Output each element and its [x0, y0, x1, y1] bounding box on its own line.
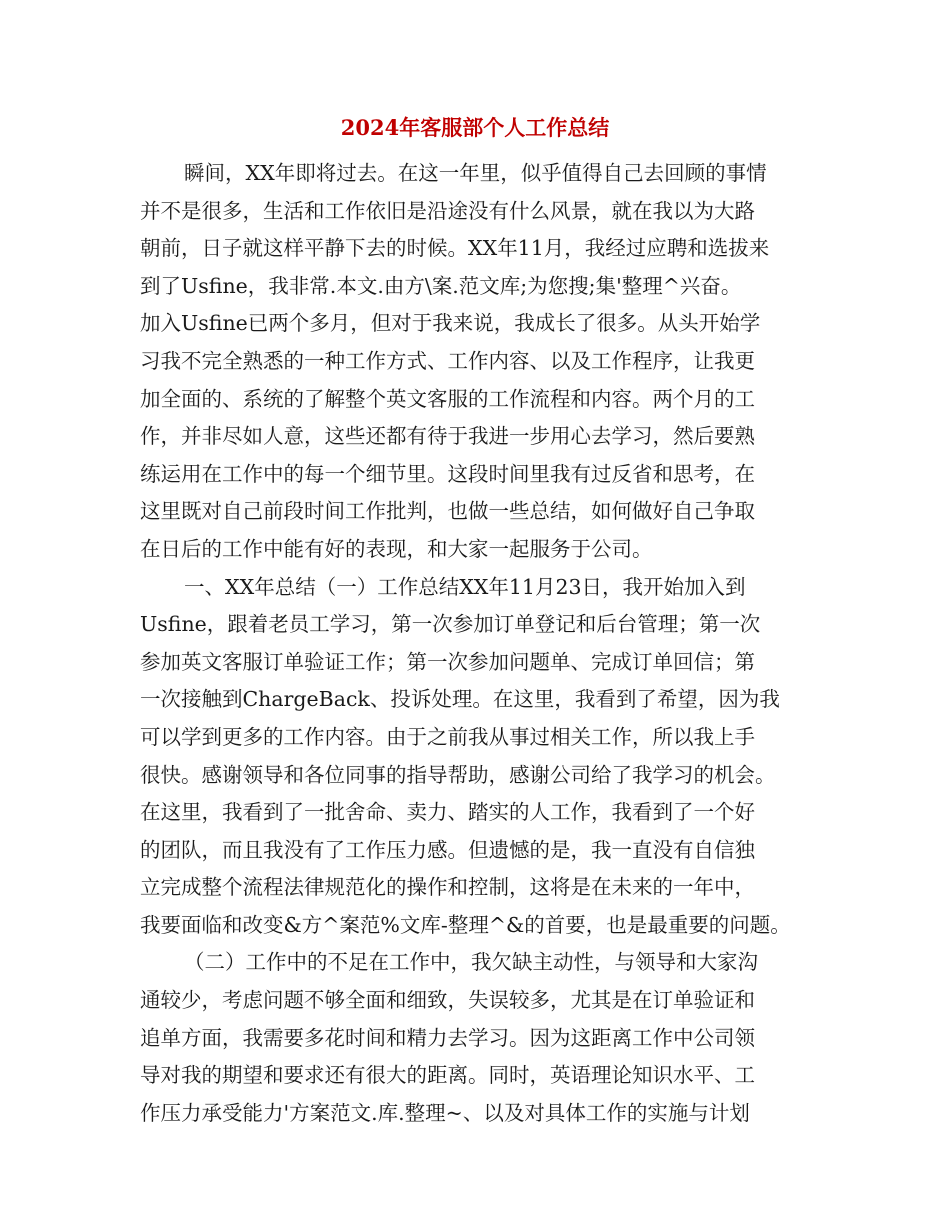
body-line: 很快。感谢领导和各位同事的指导帮助，感谢公司给了我学习的机会。: [140, 762, 776, 787]
body-line: 在这里，我看到了一批舍命、卖力、踏实的人工作，我看到了一个好: [140, 800, 755, 825]
body-line: 练运用在工作中的每一个细节里。这段时间里我有过反省和思考，在: [140, 461, 755, 486]
body-line: 作，并非尽如人意，这些还都有待于我进一步用心去学习，然后要熟: [140, 424, 755, 449]
body-line: 在日后的工作中能有好的表现，和大家一起服务于公司。: [140, 536, 653, 561]
body-line: 一次接触到ChargeBack、投诉处理。在这里，我看到了希望，因为我: [140, 687, 780, 712]
body-line: 作压力承受能力'方案范文.库.整理~、以及对具体工作的实施与计划: [140, 1100, 750, 1125]
body-line: 可以学到更多的工作内容。由于之前我从事过相关工作，所以我上手: [140, 724, 755, 749]
body-line: 的团队，而且我没有了工作压力感。但遗憾的是，我一直没有自信独: [140, 837, 755, 862]
body-line: 这里既对自己前段时间工作批判，也做一些总结，如何做好自己争取: [140, 499, 755, 524]
body-line: 我要面临和改变&方^案范%文库-整理^&的首要，也是最重要的问题。: [140, 912, 791, 937]
body-line: Usfine，跟着老员工学习，第一次参加订单登记和后台管理；第一次: [140, 612, 761, 637]
body-line: 导对我的期望和要求还有很大的距离。同时，英语理论知识水平、工: [140, 1063, 755, 1088]
body-line: 朝前，日子就这样平静下去的时候。XX年11月，我经过应聘和选拔来: [140, 236, 770, 261]
body-line: 加入Usfine已两个多月，但对于我来说，我成长了很多。从头开始学: [140, 311, 761, 336]
body-line: 立完成整个流程法律规范化的操作和控制，这将是在未来的一年中，: [140, 875, 755, 900]
document-body: [140, 155, 816, 1132]
body-line: 习我不完全熟悉的一种工作方式、工作内容、以及工作程序，让我更: [140, 348, 755, 373]
body-line: 到了Usfine，我非常.本文.由方\案.范文库;为您搜;集'整理^兴奋。: [140, 273, 742, 298]
body-line: 通较少，考虑问题不够全面和细致，失误较多，尤其是在订单验证和: [140, 988, 755, 1013]
body-line: 参加英文客服订单验证工作；第一次参加问题单、完成订单回信；第: [140, 649, 755, 674]
body-line: 并不是很多，生活和工作依旧是沿途没有什么风景，就在我以为大路: [140, 198, 755, 223]
body-line: （二）工作中的不足在工作中，我欠缺主动性，与领导和大家沟: [184, 950, 758, 975]
body-line: 加全面的、系统的了解整个英文客服的工作流程和内容。两个月的工: [140, 386, 755, 411]
document-title: 2024年客服部个人工作总结: [340, 115, 610, 140]
body-line: 一、XX年总结（一）工作总结XX年11月23日，我开始加入到: [184, 574, 746, 599]
body-line: 追单方面，我需要多花时间和精力去学习。因为这距离工作中公司领: [140, 1025, 755, 1050]
body-line: 瞬间，XX年即将过去。在这一年里，似乎值得自己去回顾的事情: [184, 161, 767, 185]
